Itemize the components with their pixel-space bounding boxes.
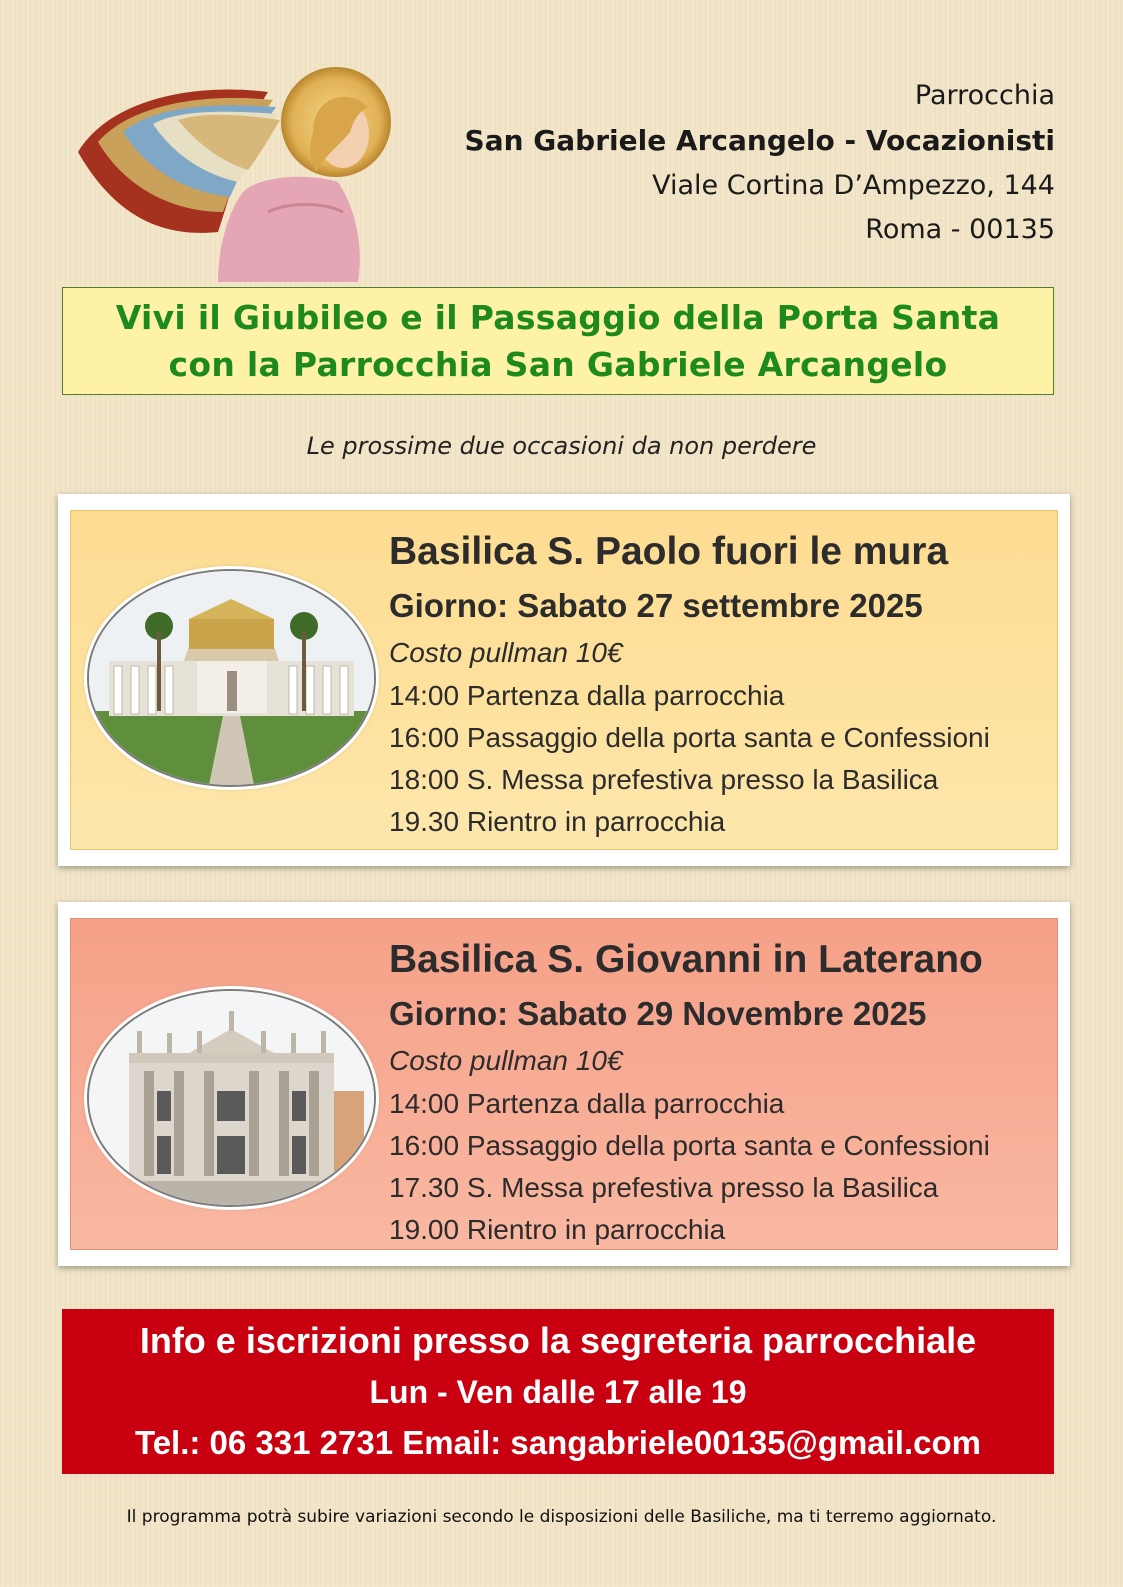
schedule-item: 19.00 Rientro in parrocchia — [389, 1214, 726, 1245]
event-cost: Costo pullman 10€ — [389, 637, 623, 668]
headline-line-1: Vivi il Giubileo e il Passaggio della Porta Santa — [115, 298, 1001, 337]
schedule-item: 16:00 Passaggio della porta santa e Confessioni — [389, 722, 990, 753]
headline-banner — [62, 287, 1054, 395]
info-heading: Info e iscrizioni presso la segreteria parrocchiale — [139, 1319, 977, 1361]
disclaimer-note: Il programma potrà subire variazioni secondo le disposizioni delle Basiliche, ma ti terremo aggiornato. — [126, 1507, 997, 1527]
subtitle: Le prossime due occasioni da non perdere — [306, 432, 817, 460]
office-hours: Lun - Ven dalle 17 alle 19 — [369, 1373, 747, 1410]
event-details-2 — [389, 931, 990, 1251]
headline-line-2: con la Parrocchia San Gabriele Arcangelo — [168, 345, 948, 384]
info-box — [62, 1309, 1054, 1474]
parish-address: Viale Cortina D’Ampezzo, 144 — [652, 170, 1055, 201]
parish-city: Roma - 00135 — [865, 214, 1055, 245]
contact-line: Tel.: 06 331 2731 Email: sangabriele00135@gmail.com — [134, 1423, 981, 1461]
event-date: Giorno: Sabato 29 Novembre 2025 — [389, 995, 927, 1032]
angel-logo — [68, 62, 408, 282]
event-card-san-giovanni — [58, 902, 1070, 1266]
schedule-item: 18:00 S. Messa prefestiva presso la Basilica — [389, 764, 939, 795]
event-details-1 — [389, 523, 990, 843]
parish-name: San Gabriele Arcangelo - Vocazionisti — [464, 124, 1055, 157]
schedule-item: 19.30 Rientro in parrocchia — [389, 806, 726, 837]
event-date: Giorno: Sabato 27 settembre 2025 — [389, 587, 923, 624]
event-title: Basilica S. Paolo fuori le mura — [389, 530, 949, 573]
event-cost: Costo pullman 10€ — [389, 1045, 623, 1076]
event-card-san-paolo — [58, 494, 1070, 866]
schedule-item: 17.30 S. Messa prefestiva presso la Basilica — [389, 1172, 939, 1203]
event-title: Basilica S. Giovanni in Laterano — [389, 938, 983, 981]
schedule-item: 14:00 Partenza dalla parrocchia — [389, 680, 785, 711]
parish-label: Parrocchia — [914, 80, 1055, 111]
parish-header — [465, 74, 1055, 252]
basilica-san-giovanni-photo — [87, 989, 376, 1207]
schedule-item: 14:00 Partenza dalla parrocchia — [389, 1088, 785, 1119]
basilica-san-paolo-photo — [87, 569, 376, 787]
schedule-item: 16:00 Passaggio della porta santa e Confessioni — [389, 1130, 990, 1161]
